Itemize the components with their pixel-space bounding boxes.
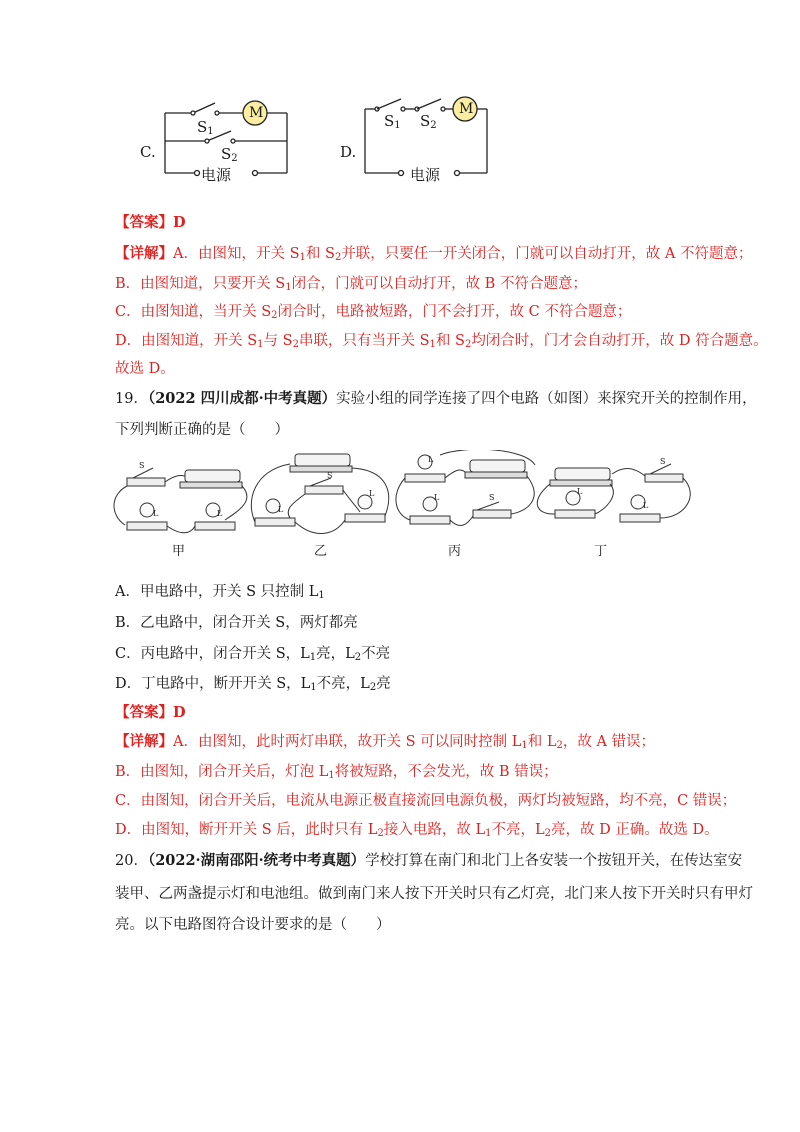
svg-text:L: L (153, 509, 159, 518)
figure-label-bing: 丙 (448, 544, 462, 559)
text: D．由图知，断开开关 S 后，此时只有 L (115, 822, 378, 838)
text: 不亮，L (316, 676, 370, 692)
text: 将被短路，不会发光，故 B 错误； (334, 764, 558, 780)
figure-label-ding: 丁 (594, 544, 608, 559)
answer-19-detail-d (115, 820, 719, 844)
svg-text:L: L (577, 487, 583, 496)
text: B．由图知道，只要开关 S (115, 276, 286, 292)
text: C．丙电路中，闭合开关 S，L (115, 646, 310, 662)
q19-option-c (115, 644, 390, 668)
answer-18-detail-a (115, 244, 753, 268)
text: A．甲电路中，开关 S 只控制 L (115, 584, 319, 600)
svg-text:L: L (369, 489, 375, 498)
question-19-line2: 下列判断正确的是（ ） (115, 422, 289, 438)
question-20-line3: 亮。以下电路图符合设计要求的是（ ） (115, 917, 391, 933)
q19-option-d (115, 674, 391, 698)
text: D．丁电路中，断开开关 S，L (115, 676, 311, 692)
sub: 2 (271, 310, 278, 321)
text: 并联，只要任一开关闭合，门就可以自动打开，故 A 不符题意； (341, 246, 753, 262)
s2-sub: 2 (430, 120, 437, 131)
text: ，故 A 错误； (562, 734, 656, 750)
text: 均闭合时，门才会自动打开，故 D 符合题意。 (471, 333, 768, 349)
text: 和 S (435, 333, 465, 349)
s2-letter: S (221, 145, 232, 163)
sub: 1 (285, 282, 292, 293)
circuit-bing (396, 450, 535, 526)
svg-text:S: S (489, 493, 495, 502)
detail-tag: 【详解】 (115, 733, 173, 750)
question-text: 实验小组的同学连接了四个电路（如图）来探究开关的控制作用， (336, 391, 757, 407)
circuit-jia (114, 468, 247, 533)
s1-letter: S (384, 112, 395, 130)
text: 不亮，L (491, 822, 545, 838)
circuit-d-s2 (420, 112, 437, 131)
svg-text:L: L (643, 501, 649, 510)
q19-option-a (115, 582, 325, 606)
question-19-line1 (115, 389, 757, 409)
sub: 2 (544, 828, 552, 839)
sub: 2 (292, 339, 299, 350)
answer-18-detail-b (115, 274, 587, 298)
answer-19-detail-a (115, 732, 655, 756)
s1-sub: 1 (394, 120, 401, 131)
answer-19-tag: 【答案】D (115, 704, 186, 721)
answer-18-tag: 【答案】D (115, 214, 186, 231)
question-source: （2022·湖南邵阳·统考中考真题） (147, 852, 366, 869)
text: 不亮 (361, 646, 391, 662)
svg-text:S: S (660, 457, 666, 466)
sub: 1 (521, 740, 528, 751)
text: 串联，只有当开关 S (298, 333, 430, 349)
text: 与 S (263, 333, 293, 349)
svg-text:L: L (217, 509, 223, 518)
s2-letter: S (420, 112, 431, 130)
text: 亮，故 D 正确。故选 D。 (551, 822, 719, 838)
sub: 1 (309, 652, 317, 663)
s1-sub: 1 (207, 126, 214, 137)
text: A．由图知，开关 S (173, 246, 300, 262)
svg-text:S: S (327, 471, 333, 480)
sub: 1 (328, 770, 335, 781)
text: 和 S (305, 246, 335, 262)
text: D．由图知道，开关 S (115, 333, 258, 349)
text: 亮，L (316, 646, 355, 662)
s1-letter: S (197, 118, 208, 136)
svg-text:L: L (278, 505, 284, 514)
svg-text:S: S (139, 461, 145, 470)
figure-label-jia: 甲 (172, 544, 186, 559)
sub: 2 (334, 252, 342, 263)
svg-text:L: L (428, 455, 434, 464)
question-number: 20． (115, 853, 148, 869)
sub: 1 (485, 828, 492, 839)
circuit-ding (537, 464, 690, 522)
sub: 2 (556, 740, 563, 751)
circuit-c-label: C. (140, 143, 156, 161)
sub: 1 (318, 590, 325, 601)
text: 接入电路，故 L (383, 822, 486, 838)
answer-18-detail-c (115, 302, 631, 326)
circuit-d-power: 电源 (410, 166, 441, 184)
question-20-line2: 装甲、乙两盏提示灯和电池组。做到南门来人按下开关时只有乙灯亮，北门来人按下开关时只有甲灯 (115, 886, 753, 902)
question-20-line1 (115, 851, 742, 871)
sub: 2 (377, 828, 384, 839)
text: 和 L (527, 734, 557, 750)
svg-text:L: L (434, 493, 440, 502)
circuit-d-label: D. (340, 143, 357, 161)
answer-19-detail-b (115, 762, 558, 786)
sub: 1 (310, 682, 317, 693)
answer-18-detail-d (115, 331, 768, 355)
circuit-c-motor: M (249, 105, 264, 121)
circuit-c-power: 电源 (201, 166, 232, 184)
answer-18-conclusion: 故选 D。 (115, 361, 175, 377)
figure-label-yi: 乙 (314, 544, 328, 559)
text: B．由图知，闭合开关后，灯泡 L (115, 764, 329, 780)
circuit-c-s1 (197, 118, 214, 137)
sub: 1 (257, 339, 264, 350)
s2-sub: 2 (231, 153, 238, 164)
question-number: 19． (115, 391, 148, 407)
sub: 2 (354, 652, 362, 663)
question-source: （2022 四川成都·中考真题） (147, 390, 337, 407)
question-text: 学校打算在南门和北门上各安装一个按钮开关，在传达室安 (365, 853, 743, 869)
text: 亮 (376, 676, 391, 692)
text: 闭合，门就可以自动打开，故 B 不符合题意； (291, 276, 587, 292)
sub: 2 (464, 339, 472, 350)
circuit-d-motor: M (459, 101, 474, 117)
answer-19-detail-c: C．由图知，闭合开关后，电流从电源正极直接流回电源负极，两灯均被短路，均不亮，C 错误； (115, 793, 737, 809)
text: A．由图知，此时两灯串联，故开关 S 可以同时控制 L (173, 734, 522, 750)
text: 闭合时，电路被短路，门不会打开，故 C 不符合题意； (277, 304, 632, 320)
sub: 1 (299, 252, 306, 263)
detail-tag: 【详解】 (115, 245, 173, 262)
sub: 2 (369, 682, 377, 693)
circuit-c-s2 (221, 145, 238, 164)
text: C．由图知道，当开关 S (115, 304, 272, 320)
q19-option-b: B．乙电路中，闭合开关 S，两灯都亮 (115, 615, 358, 631)
sub: 1 (429, 339, 436, 350)
circuit-d-s1 (384, 112, 401, 131)
